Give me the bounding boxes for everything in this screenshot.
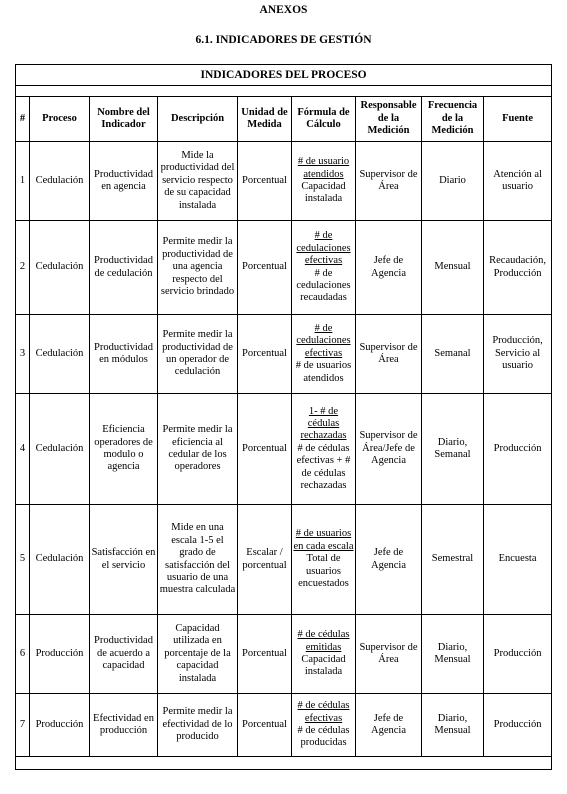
- formula-numerator: # de cédulas emitidas: [297, 629, 350, 653]
- row-fuente: Producción, Servicio al usuario: [484, 315, 552, 394]
- formula-numerator: 1- # de cédulas rechazadas: [300, 405, 347, 442]
- row-number: 2: [16, 221, 30, 315]
- row-formula: [292, 615, 356, 694]
- row-responsable: Jefe de Agencia: [356, 694, 422, 757]
- row-number: 1: [16, 142, 30, 221]
- row-nombre: Satisfacción en el servicio: [90, 505, 158, 615]
- row-number: 7: [16, 694, 30, 757]
- row-responsable: Supervisor de Área: [356, 315, 422, 394]
- formula-denominator: # de cédulas efectivas + # de cédulas rechazadas: [296, 442, 351, 492]
- row-nombre: Eficiencia operadores de modulo o agencia: [90, 394, 158, 505]
- row-formula: [292, 505, 356, 615]
- row-frecuencia: Semanal: [422, 315, 484, 394]
- row-frecuencia: Semestral: [422, 505, 484, 615]
- section-heading: 6.1. INDICADORES DE GESTIÓN: [195, 34, 372, 46]
- header-cell-number: #: [16, 97, 30, 142]
- formula-numerator: # de usuarios en cada escala: [293, 528, 354, 552]
- row-descripcion: Permite medir la efectividad de lo producido: [158, 694, 238, 757]
- row-responsable: Supervisor de Área: [356, 142, 422, 221]
- row-responsable: Jefe de Agencia: [356, 221, 422, 315]
- header-cell-descripcion: Descripción: [158, 97, 238, 142]
- row-formula: [292, 142, 356, 221]
- row-formula: [292, 694, 356, 757]
- row-nombre: Productividad de acuerdo a capacidad: [90, 615, 158, 694]
- row-formula: [292, 221, 356, 315]
- formula-denominator: # de usuarios atendidos: [295, 360, 352, 384]
- row-descripcion: Permite medir la productividad de una agencia respecto del servicio brindado: [158, 221, 238, 315]
- row-proceso: Producción: [30, 615, 90, 694]
- row-unidad: Porcentual: [238, 221, 292, 315]
- row-fuente: Atención al usuario: [484, 142, 552, 221]
- row-proceso: Producción: [30, 694, 90, 757]
- header-cell-formula: Fórmula de Cálculo: [292, 97, 356, 142]
- table-title: INDICADORES DEL PROCESO: [16, 65, 552, 86]
- header-cell-proceso: Proceso: [30, 97, 90, 142]
- row-fuente: Producción: [484, 394, 552, 505]
- row-unidad: Porcentual: [238, 694, 292, 757]
- row-descripcion: Mide en una escala 1-5 el grado de satisfacción del usuario de una muestra calculada: [158, 505, 238, 615]
- row-responsable: Supervisor de Área: [356, 615, 422, 694]
- row-number: 3: [16, 315, 30, 394]
- row-fuente: Producción: [484, 615, 552, 694]
- formula-numerator: # de cedulaciones efectivas: [296, 230, 351, 267]
- row-frecuencia: Diario, Mensual: [422, 615, 484, 694]
- header-cell-responsable: Responsable de la Medición: [356, 97, 422, 142]
- row-fuente: Recaudación, Producción: [484, 221, 552, 315]
- row-formula: [292, 315, 356, 394]
- row-proceso: Cedulación: [30, 142, 90, 221]
- document-title: ANEXOS: [259, 4, 308, 16]
- indicators-table: [15, 64, 552, 770]
- table-row: [16, 615, 552, 694]
- row-unidad: Porcentual: [238, 394, 292, 505]
- row-unidad: Escalar / porcentual: [238, 505, 292, 615]
- row-frecuencia: Diario: [422, 142, 484, 221]
- row-number: 4: [16, 394, 30, 505]
- row-proceso: Cedulación: [30, 394, 90, 505]
- table-spacer: [16, 86, 552, 97]
- row-frecuencia: Diario, Mensual: [422, 694, 484, 757]
- row-unidad: Porcentual: [238, 615, 292, 694]
- row-responsable: Jefe de Agencia: [356, 505, 422, 615]
- formula-denominator: Capacidad instalada: [301, 181, 346, 205]
- formula-denominator: Capacidad instalada: [301, 654, 346, 678]
- row-descripcion: Mide la productividad del servicio respecto de su capacidad instalada: [158, 142, 238, 221]
- table-footer-spacer: [16, 757, 552, 770]
- formula-denominator: Total de usuarios encuestados: [298, 553, 349, 590]
- row-proceso: Cedulación: [30, 315, 90, 394]
- table-header-row: [16, 97, 552, 142]
- table-row: [16, 505, 552, 615]
- table-row: [16, 221, 552, 315]
- header-cell-nombre: Nombre del Indicador: [90, 97, 158, 142]
- row-unidad: Porcentual: [238, 315, 292, 394]
- row-frecuencia: Mensual: [422, 221, 484, 315]
- row-proceso: Cedulación: [30, 505, 90, 615]
- row-fuente: Encuesta: [484, 505, 552, 615]
- header-cell-unidad: Unidad de Medida: [238, 97, 292, 142]
- row-number: 6: [16, 615, 30, 694]
- row-nombre: Productividad de cedulación: [90, 221, 158, 315]
- row-unidad: Porcentual: [238, 142, 292, 221]
- formula-denominator: # de cédulas producidas: [297, 725, 350, 749]
- row-number: 5: [16, 505, 30, 615]
- formula-numerator: # de cédulas efectivas: [297, 700, 350, 724]
- table-row: [16, 694, 552, 757]
- formula-numerator: # de usuario atendidos: [297, 156, 350, 180]
- row-proceso: Cedulación: [30, 221, 90, 315]
- row-descripcion: Capacidad utilizada en porcentaje de la capacidad instalada: [158, 615, 238, 694]
- row-nombre: Productividad en módulos: [90, 315, 158, 394]
- row-fuente: Producción: [484, 694, 552, 757]
- row-nombre: Productividad en agencia: [90, 142, 158, 221]
- header-cell-frecuencia: Frecuencia de la Medición: [422, 97, 484, 142]
- row-frecuencia: Diario, Semanal: [422, 394, 484, 505]
- table-row: [16, 394, 552, 505]
- formula-numerator: # de cedulaciones efectivas: [296, 322, 351, 359]
- formula-denominator: # de cedulaciones recaudadas: [296, 267, 351, 304]
- table-row: [16, 142, 552, 221]
- row-formula: [292, 394, 356, 505]
- row-nombre: Efectividad en producción: [90, 694, 158, 757]
- row-descripcion: Permite medir la eficiencia al cedular de los operadores: [158, 394, 238, 505]
- header-cell-fuente: Fuente: [484, 97, 552, 142]
- row-responsable: Supervisor de Área/Jefe de Agencia: [356, 394, 422, 505]
- table-row: [16, 315, 552, 394]
- row-descripcion: Permite medir la productividad de un operador de cedulación: [158, 315, 238, 394]
